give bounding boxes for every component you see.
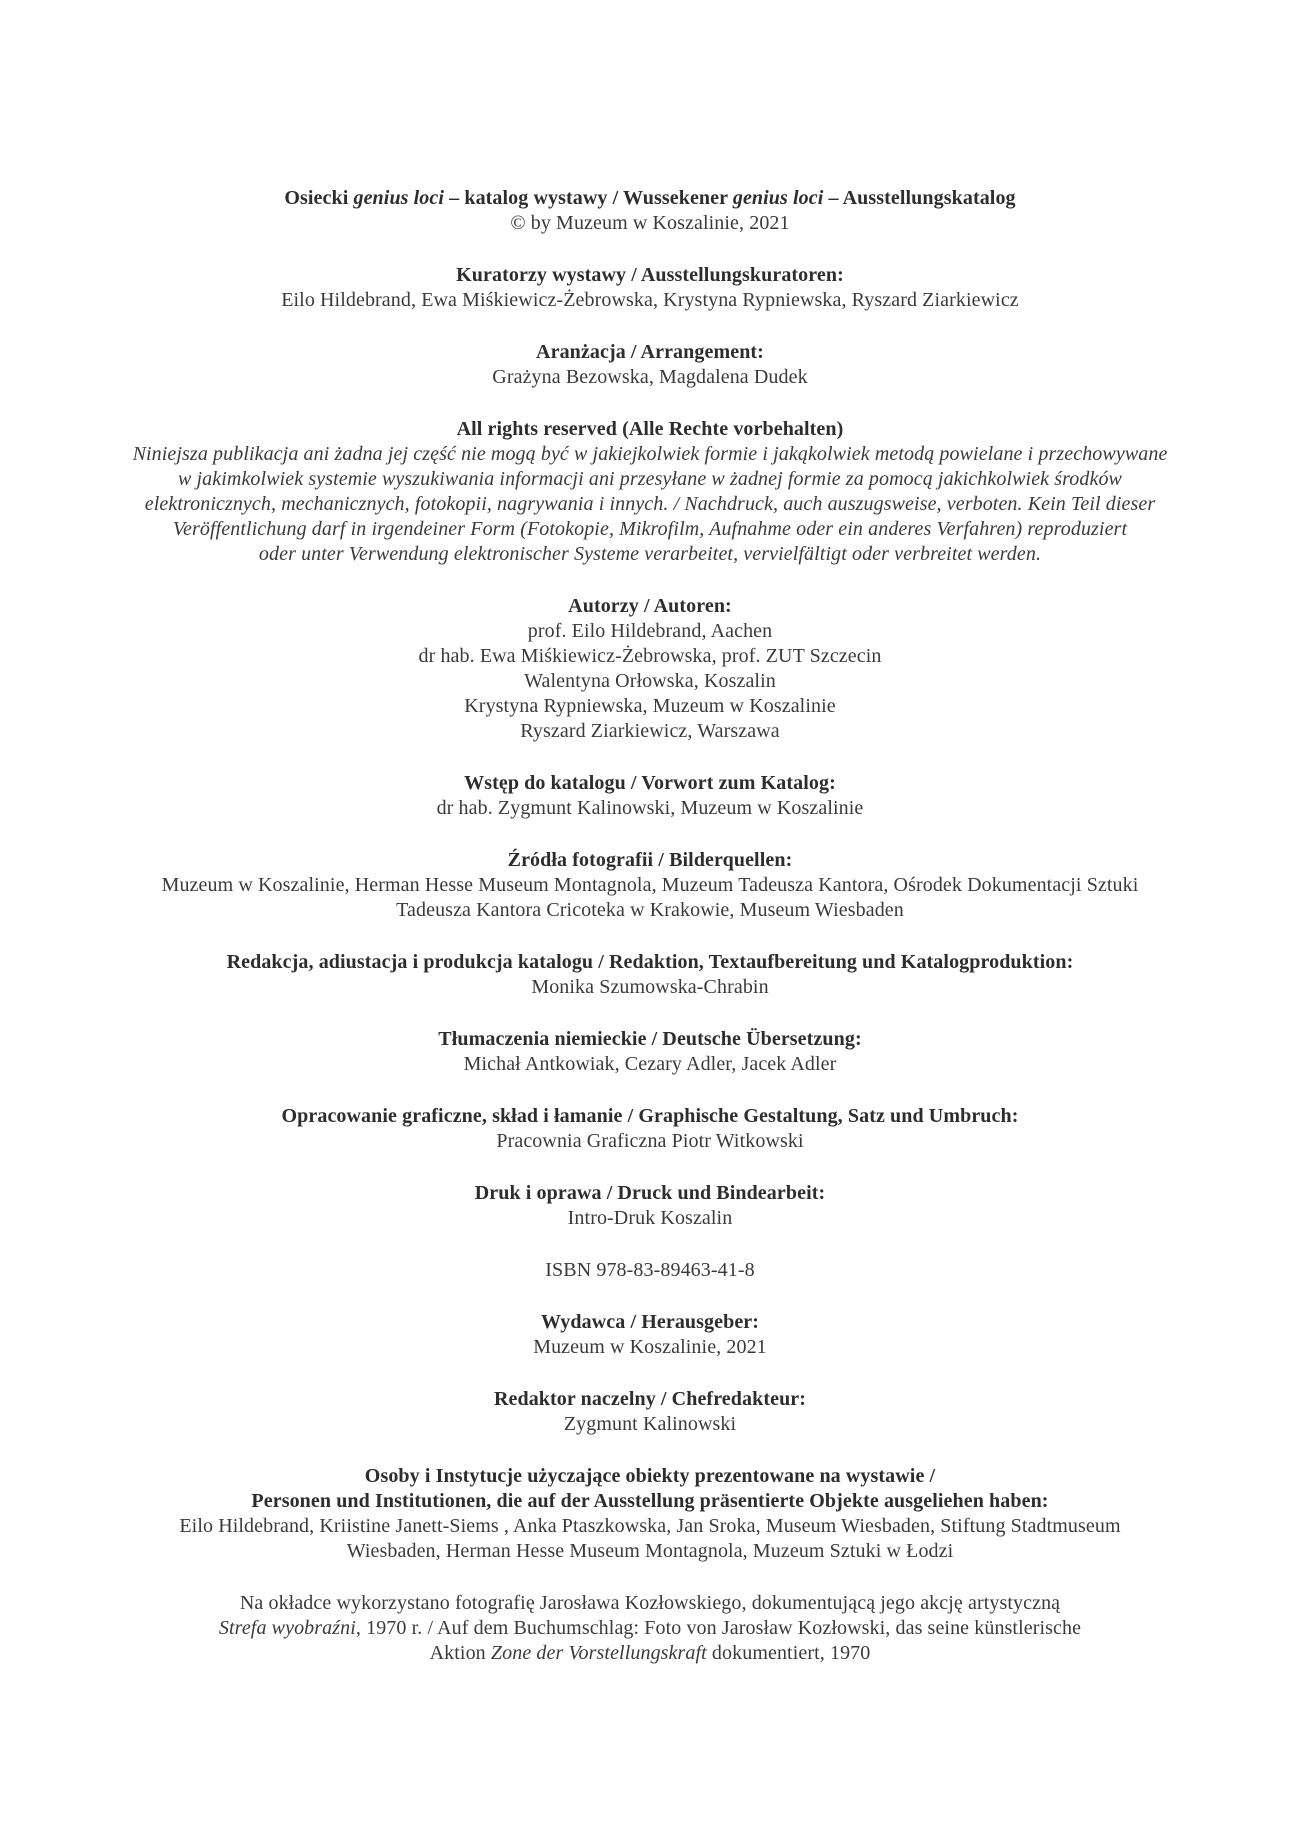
section-heading [0, 1181, 1300, 1206]
italic-text: w jakimkolwiek systemie wyszukiwania informacji ani przesyłane w żadnej formie za pomocą jakichkolwiek środków [177, 468, 1123, 490]
text-line [0, 1616, 1300, 1641]
text: Tłumaczenia niemieckie / Deutsche Übersetzung: [438, 1028, 862, 1050]
text-line [0, 1591, 1300, 1616]
text-line [0, 1539, 1300, 1564]
section-editor-in-chief [0, 1387, 1300, 1437]
text: Na okładce wykorzystano fotografię Jarosława Kozłowskiego, dokumentującą jego akcję artystyczną [239, 1592, 1061, 1614]
text: Eilo Hildebrand, Kriistine Janett-Siems , Anka Ptaszkowska, Jan Sroka, Museum Wiesbaden, Stiftung Stadtmuseum [179, 1515, 1121, 1537]
text-line [0, 669, 1300, 694]
text: Zygmunt Kalinowski [563, 1413, 737, 1435]
text: dr hab. Zygmunt Kalinowski, Muzeum w Koszalinie [436, 797, 864, 819]
text: Redakcja, adiustacja i produkcja katalogu / Redaktion, Textaufbereitung und Katalogproduktion: [226, 951, 1074, 973]
text: , 1970 r. / Auf dem Buchumschlag: Foto von Jarosław Kozłowski, das seine künstlerische [355, 1617, 1082, 1639]
italic-text: Niniejsza publikacja ani żadna jej część nie mogą być w jakiejkolwiek formie i jakąkolwiek metodą powielane i przechowywane [132, 443, 1168, 465]
italic-text: oder unter Verwendung elektronischer Systeme verarbeitet, vervielfältigt oder verbreitet werden. [258, 543, 1042, 565]
text-line [0, 1258, 1300, 1283]
text-line [0, 619, 1300, 644]
section-heading [0, 263, 1300, 288]
section-lenders [0, 1464, 1300, 1564]
text-line [0, 517, 1300, 542]
text: – Ausstellungskatalog [823, 187, 1016, 209]
section-cover-note [0, 1591, 1300, 1666]
text: Autorzy / Autoren: [568, 595, 732, 617]
italic-text: Veröffentlichung darf in irgendeiner Form (Fotokopie, Mikrofilm, Aufnahme oder ein anderes Verfahren) reproduziert [172, 518, 1128, 540]
section-title [0, 186, 1300, 236]
text: Wstęp do katalogu / Vorwort zum Katalog: [464, 772, 836, 794]
section-heading [0, 1104, 1300, 1129]
section-heading [0, 594, 1300, 619]
text: ISBN 978-83-89463-41-8 [545, 1259, 755, 1281]
italic-text: elektronicznych, mechanicznych, fotokopii, nagrywania i innych. / Nachdruck, auch auszugsweise, verboten. Kein Teil dieser [144, 493, 1156, 515]
section-heading [0, 1310, 1300, 1335]
text: Muzeum w Koszalinie, Herman Hesse Museum Montagnola, Muzeum Tadeusza Kantora, Ośrodek Dokumentacji Sztuki [161, 874, 1139, 896]
section-graphic-design [0, 1104, 1300, 1154]
text-line [0, 796, 1300, 821]
text-line [0, 442, 1300, 467]
text-line [0, 1412, 1300, 1437]
text-line [0, 975, 1300, 1000]
section-curators [0, 263, 1300, 313]
text: Osiecki [284, 187, 354, 209]
text: All rights reserved (Alle Rechte vorbehalten) [456, 418, 844, 440]
section-isbn [0, 1258, 1300, 1283]
section-authors [0, 594, 1300, 744]
section-heading [0, 950, 1300, 975]
text: Wiesbaden, Herman Hesse Museum Montagnola, Muzeum Sztuki w Łodzi [346, 1540, 954, 1562]
text-line [0, 467, 1300, 492]
text-line [0, 492, 1300, 517]
text: Aktion [429, 1642, 491, 1664]
section-translations [0, 1027, 1300, 1077]
text: Opracowanie graficzne, skład i łamanie / Graphische Gestaltung, Satz und Umbruch: [281, 1105, 1019, 1127]
section-rights [0, 417, 1300, 567]
section-photo-sources [0, 848, 1300, 923]
text-line [0, 873, 1300, 898]
section-publisher [0, 1310, 1300, 1360]
italic-text: genius loci [732, 187, 824, 209]
section-print [0, 1181, 1300, 1231]
italic-text: Strefa wyobraźni [218, 1617, 356, 1639]
text: Pracownia Graficzna Piotr Witkowski [496, 1130, 804, 1152]
text-line [0, 1514, 1300, 1539]
text-line [0, 1129, 1300, 1154]
section-heading [0, 340, 1300, 365]
text: Ryszard Ziarkiewicz, Warszawa [520, 720, 780, 742]
text: Wydawca / Herausgeber: [540, 1311, 760, 1333]
text: Intro-Druk Koszalin [567, 1207, 733, 1229]
text-line [0, 719, 1300, 744]
text: Personen und Institutionen, die auf der Ausstellung präsentierte Objekte ausgeliehen haben: [251, 1490, 1049, 1512]
text: Michał Antkowiak, Cezary Adler, Jacek Adler [463, 1053, 837, 1075]
text: – katalog wystawy / Wussekener [444, 187, 733, 209]
section-heading [0, 771, 1300, 796]
text-line [0, 288, 1300, 313]
text: Tadeusza Kantora Cricoteka w Krakowie, Museum Wiesbaden [396, 899, 904, 921]
text: Walentyna Orłowska, Koszalin [524, 670, 776, 692]
text: © by Muzeum w Koszalinie, 2021 [510, 212, 790, 234]
text: Monika Szumowska-Chrabin [531, 976, 769, 998]
text: dokumentiert, 1970 [706, 1642, 871, 1664]
text-line [0, 1335, 1300, 1360]
text: Źródła fotografii / Bilderquellen: [507, 849, 793, 871]
text: Muzeum w Koszalinie, 2021 [533, 1336, 767, 1358]
text: Kuratorzy wystawy / Ausstellungskuratoren: [456, 264, 844, 286]
section-heading [0, 186, 1300, 211]
text: Osoby i Instytucje użyczające obiekty prezentowane na wystawie / [364, 1465, 936, 1487]
text: prof. Eilo Hildebrand, Aachen [527, 620, 773, 642]
text: Druk i oprawa / Druck und Bindearbeit: [474, 1182, 826, 1204]
text-line [0, 542, 1300, 567]
text-line [0, 694, 1300, 719]
text-line [0, 1052, 1300, 1077]
text: Grażyna Bezowska, Magdalena Dudek [492, 366, 808, 388]
section-editing [0, 950, 1300, 1000]
section-heading [0, 1027, 1300, 1052]
text: dr hab. Ewa Miśkiewicz-Żebrowska, prof. ZUT Szczecin [418, 645, 882, 667]
section-heading [0, 417, 1300, 442]
section-foreword [0, 771, 1300, 821]
section-heading [0, 1387, 1300, 1412]
section-arrangement [0, 340, 1300, 390]
text-line [0, 898, 1300, 923]
text-line [0, 365, 1300, 390]
text-line [0, 644, 1300, 669]
text: Krystyna Rypniewska, Muzeum w Koszalinie [464, 695, 836, 717]
italic-text: Zone der Vorstellungskraft [490, 1642, 707, 1664]
section-heading [0, 848, 1300, 873]
section-heading [0, 1464, 1300, 1489]
text-line [0, 1641, 1300, 1666]
text: Eilo Hildebrand, Ewa Miśkiewicz-Żebrowska, Krystyna Rypniewska, Ryszard Ziarkiewicz [281, 289, 1019, 311]
section-heading [0, 1489, 1300, 1514]
text-line [0, 1206, 1300, 1231]
text: Redaktor naczelny / Chefredakteur: [493, 1388, 807, 1410]
text: Aranżacja / Arrangement: [536, 341, 764, 363]
italic-text: genius loci [353, 187, 445, 209]
text-line [0, 211, 1300, 236]
